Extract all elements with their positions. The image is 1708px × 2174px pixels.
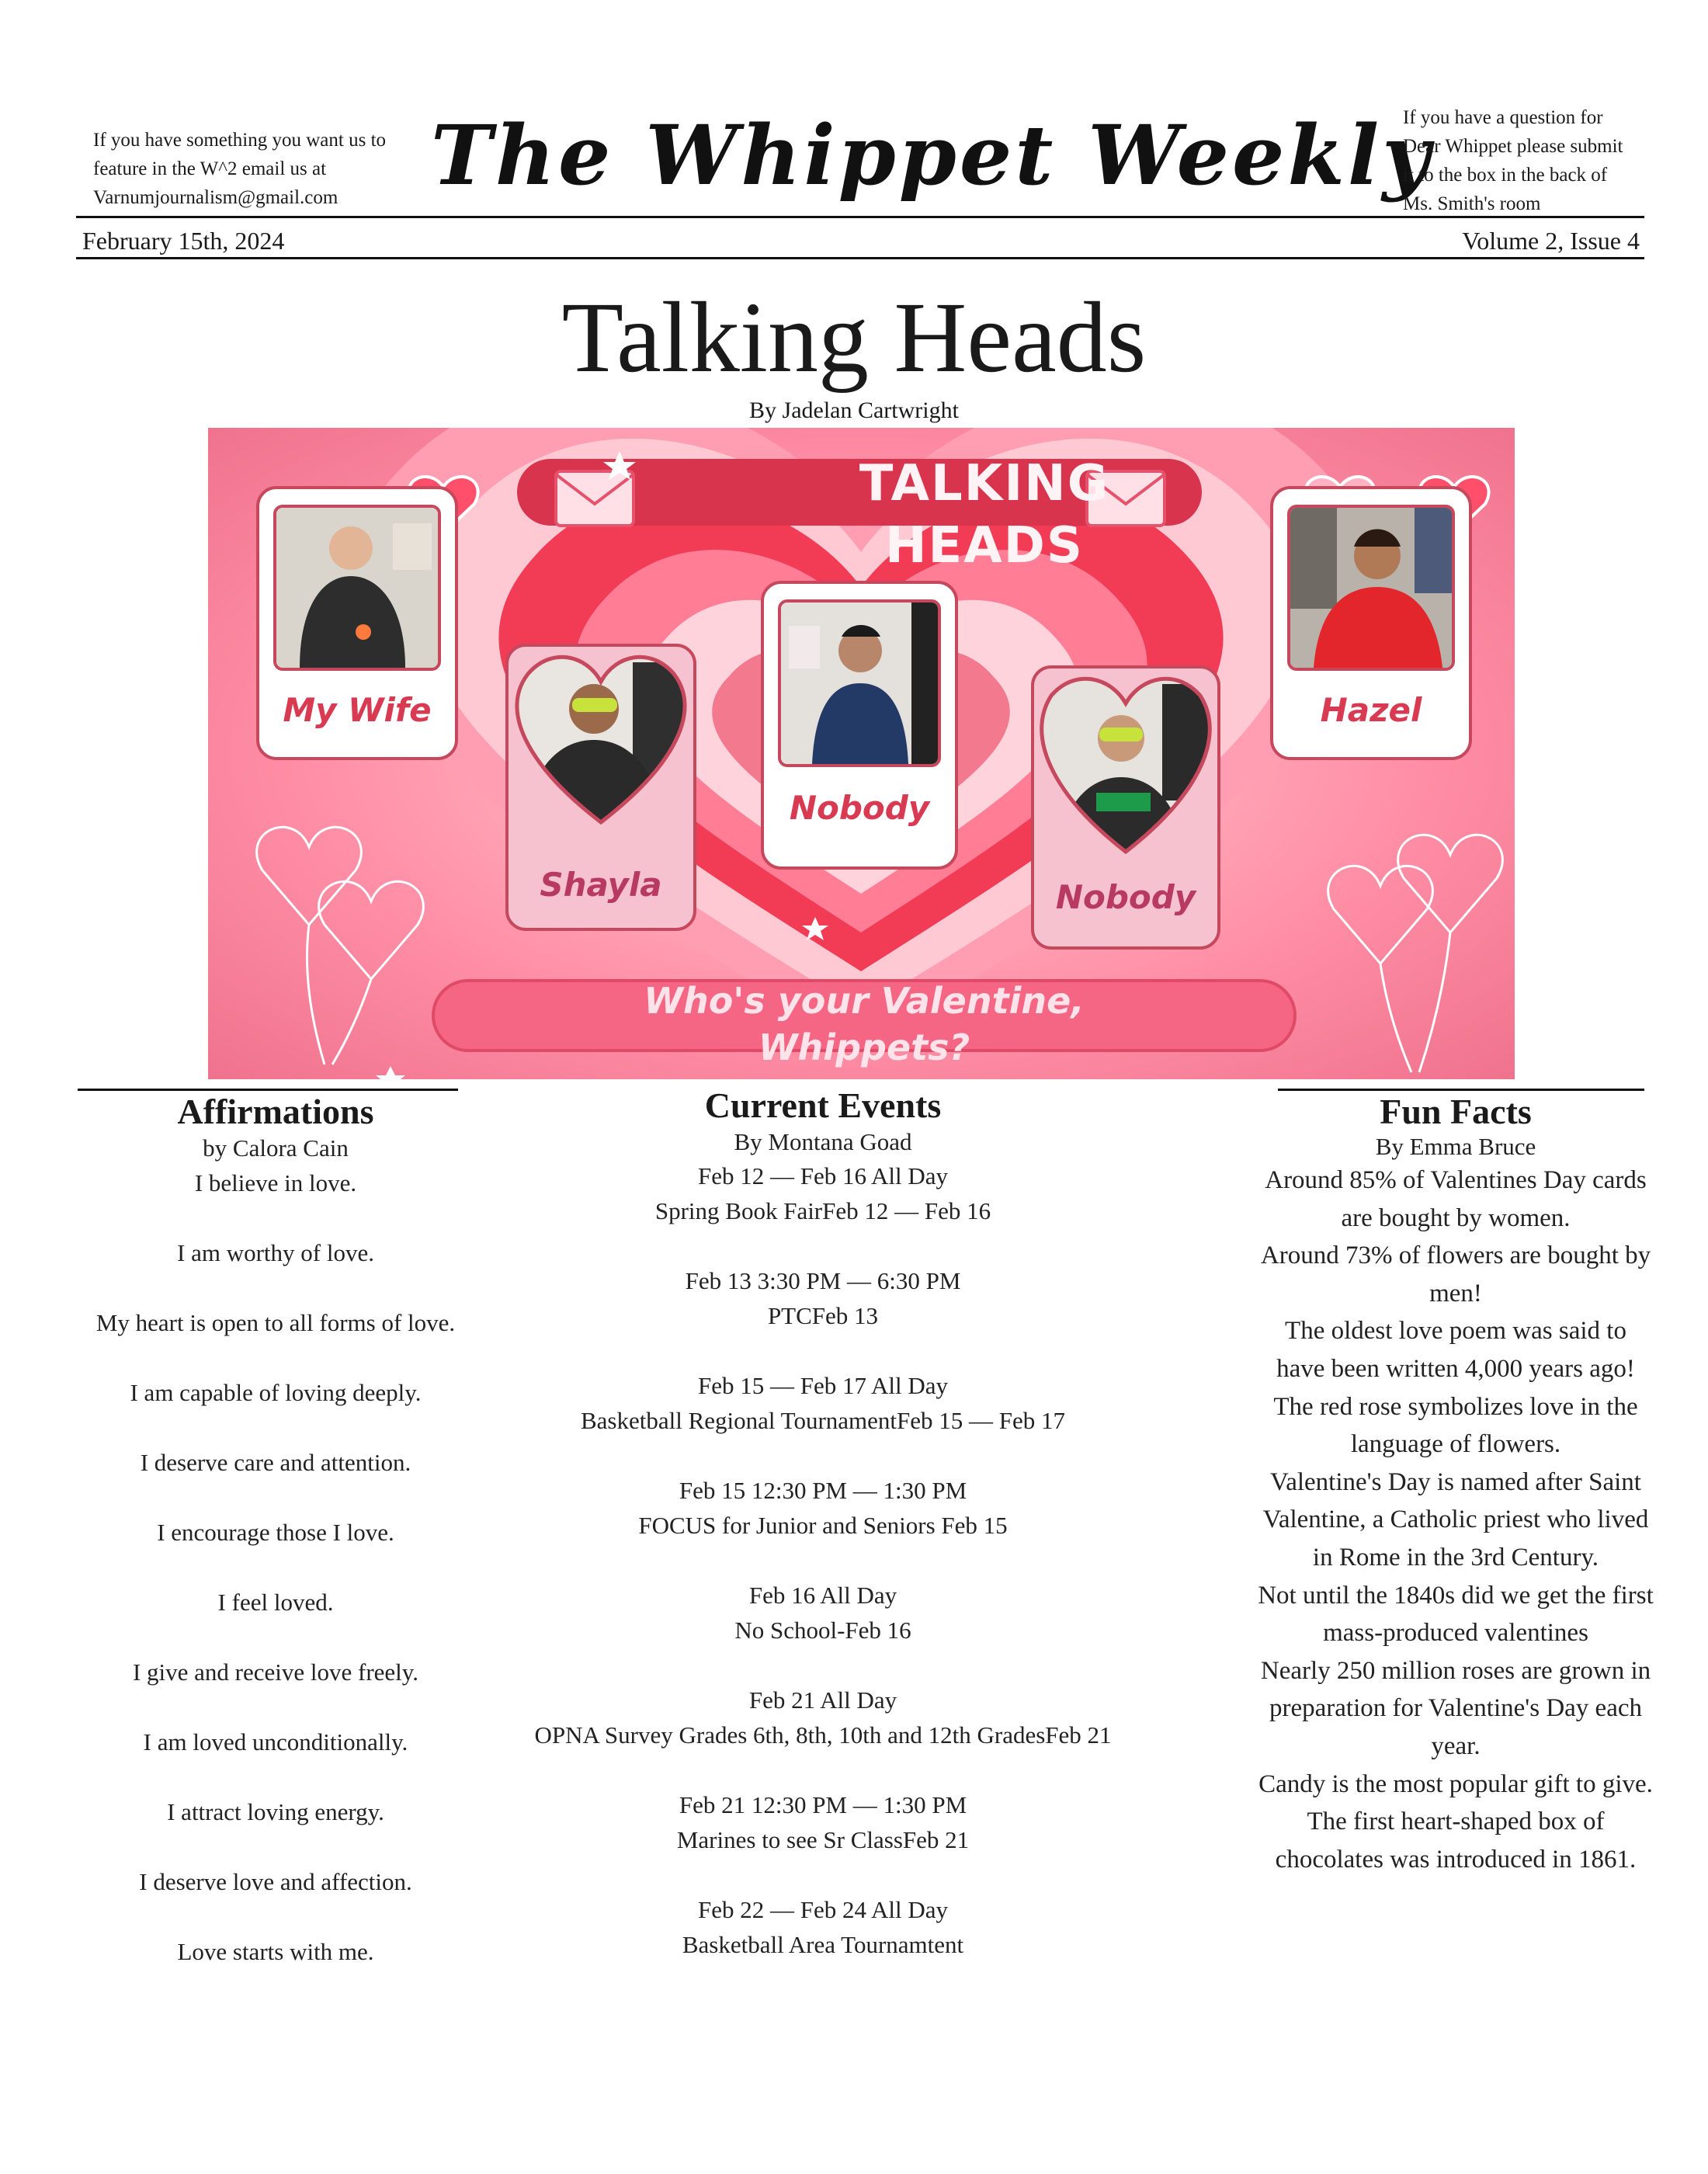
talking-head-card-3 <box>761 581 958 870</box>
current-events-column <box>497 1085 1149 1962</box>
event-time: Feb 21 All Day <box>748 1686 897 1714</box>
masthead-rule-top <box>76 216 1644 218</box>
event-title: OPNA Survey Grades 6th, 8th, 10th and 12th GradesFeb 21 <box>534 1721 1112 1749</box>
portrait-photo <box>778 599 941 767</box>
event-spacer <box>497 1438 1149 1473</box>
card-label: Shayla <box>540 866 662 904</box>
card-label: Nobody <box>1055 878 1196 916</box>
affirmation-line: I am worthy of love. <box>177 1239 374 1266</box>
card-label: My Wife <box>283 691 432 729</box>
section-byline: By Montana Goad <box>734 1128 912 1155</box>
headline-byline: By Jadelan Cartwright <box>749 398 959 423</box>
fun-facts-column <box>1258 1089 1654 1878</box>
dateline <box>82 225 1640 256</box>
submission-note: If you have something you want us to feature in the W^2 email us at Varnumjournalism@gmail.com <box>93 130 387 208</box>
heart-photo-frame <box>1034 669 1217 855</box>
fun-fact: Valentine's Day is named after Saint Valentine, a Catholic priest who lived in Rome in the 3rd Century. <box>1262 1467 1649 1571</box>
affirmations-column <box>78 1089 474 2005</box>
event-time: Feb 13 3:30 PM — 6:30 PM <box>685 1267 961 1294</box>
event-title: Basketball Area Tournamtent <box>682 1931 964 1958</box>
fun-fact: Around 73% of flowers are bought by men! <box>1260 1242 1651 1308</box>
fun-facts-list <box>1258 1162 1654 1878</box>
card-label: Hazel <box>1320 691 1422 729</box>
section-title: Fun Facts <box>1380 1092 1532 1131</box>
event-time: Feb 15 — Feb 17 All Day <box>697 1372 949 1399</box>
event-time: Feb 12 — Feb 16 All Day <box>697 1162 949 1189</box>
event-time: Feb 22 — Feb 24 All Day <box>697 1896 949 1923</box>
event-title: Basketball Regional TournamentFeb 15 — Feb 17 <box>580 1407 1066 1434</box>
dear-whippet-note: If you have a question for Dear Whippet please submit it to the box in the back of Ms. Smith's room <box>1403 107 1623 214</box>
newspaper-title: The Whippet Weekly <box>431 106 1433 203</box>
affirmation-line: I feel loved. <box>217 1589 334 1616</box>
event-title: Spring Book FairFeb 12 — Feb 16 <box>654 1197 991 1224</box>
event-spacer <box>497 1333 1149 1368</box>
event-time: Feb 16 All Day <box>748 1582 897 1609</box>
issue-date: February 15th, 2024 <box>82 227 285 255</box>
event-spacer <box>497 1648 1149 1683</box>
event-title: No School-Feb 16 <box>734 1617 911 1644</box>
affirmation-line: I deserve love and affection. <box>139 1868 412 1895</box>
fun-fact: Not until the 1840s did we get the first mass-produced valentines <box>1258 1581 1654 1648</box>
affirmation-line: I deserve care and attention. <box>140 1449 411 1476</box>
event-time: Feb 21 12:30 PM — 1:30 PM <box>679 1791 967 1818</box>
event-title: FOCUS for Junior and Seniors Feb 15 <box>638 1512 1008 1539</box>
heart-photo-frame <box>509 647 693 825</box>
talking-heads-graphic <box>208 428 1515 1079</box>
fun-fact: Nearly 250 million roses are grown in preparation for Valentine's Day each year. <box>1260 1656 1651 1760</box>
person-silhouette <box>1290 508 1452 668</box>
person-silhouette <box>781 603 938 764</box>
fun-fact: The first heart-shaped box of chocolates was introduced in 1861. <box>1275 1808 1637 1874</box>
masthead-rule-bottom <box>76 257 1644 259</box>
affirmation-line: I believe in love. <box>194 1169 357 1196</box>
graphic-footer-question: Who's your Valentine, Whippets? <box>644 980 1085 1068</box>
event-time: Feb 15 12:30 PM — 1:30 PM <box>679 1477 967 1504</box>
graphic-banner-title: TALKING HEADS <box>859 455 1110 575</box>
talking-head-card-4 <box>1031 665 1220 950</box>
affirmation-line: My heart is open to all forms of love. <box>95 1309 456 1336</box>
section-title: Current Events <box>704 1085 942 1125</box>
affirmation-line: Love starts with me. <box>177 1938 374 1965</box>
fun-fact: The oldest love poem was said to have been written 4,000 years ago! <box>1276 1317 1635 1383</box>
fun-fact: Candy is the most popular gift to give. <box>1258 1769 1653 1798</box>
talking-head-card-1 <box>256 486 458 760</box>
event-title: PTCFeb 13 <box>767 1302 879 1329</box>
affirmation-line: I attract loving energy. <box>167 1798 384 1825</box>
talking-head-card-2 <box>505 644 696 931</box>
event-spacer <box>497 1857 1149 1892</box>
fun-fact: The red rose symbolizes love in the language of flowers. <box>1273 1392 1638 1459</box>
affirmations-list <box>78 1166 474 1969</box>
headline: Talking Heads <box>561 282 1147 394</box>
event-spacer <box>497 1543 1149 1578</box>
affirmation-line: I encourage those I love. <box>157 1519 394 1546</box>
event-spacer <box>497 1752 1149 1787</box>
affirmation-line: I am loved unconditionally. <box>143 1728 408 1756</box>
event-spacer <box>497 1228 1149 1263</box>
card-label: Nobody <box>789 789 930 827</box>
affirmation-line: I give and receive love freely. <box>132 1658 419 1686</box>
fun-fact: Around 85% of Valentines Day cards are bought by women. <box>1265 1166 1647 1232</box>
section-title: Affirmations <box>177 1092 374 1131</box>
portrait-photo <box>273 505 441 671</box>
person-silhouette <box>276 508 438 668</box>
section-byline: by Calora Cain <box>203 1134 349 1162</box>
event-title: Marines to see Sr ClassFeb 21 <box>676 1826 970 1853</box>
affirmation-line: I am capable of loving deeply. <box>130 1379 422 1406</box>
issue-volume: Volume 2, Issue 4 <box>1462 227 1640 255</box>
events-list <box>497 1158 1149 1962</box>
talking-head-card-5 <box>1270 486 1472 760</box>
portrait-photo <box>1287 505 1455 671</box>
section-byline: By Emma Bruce <box>1375 1133 1536 1160</box>
